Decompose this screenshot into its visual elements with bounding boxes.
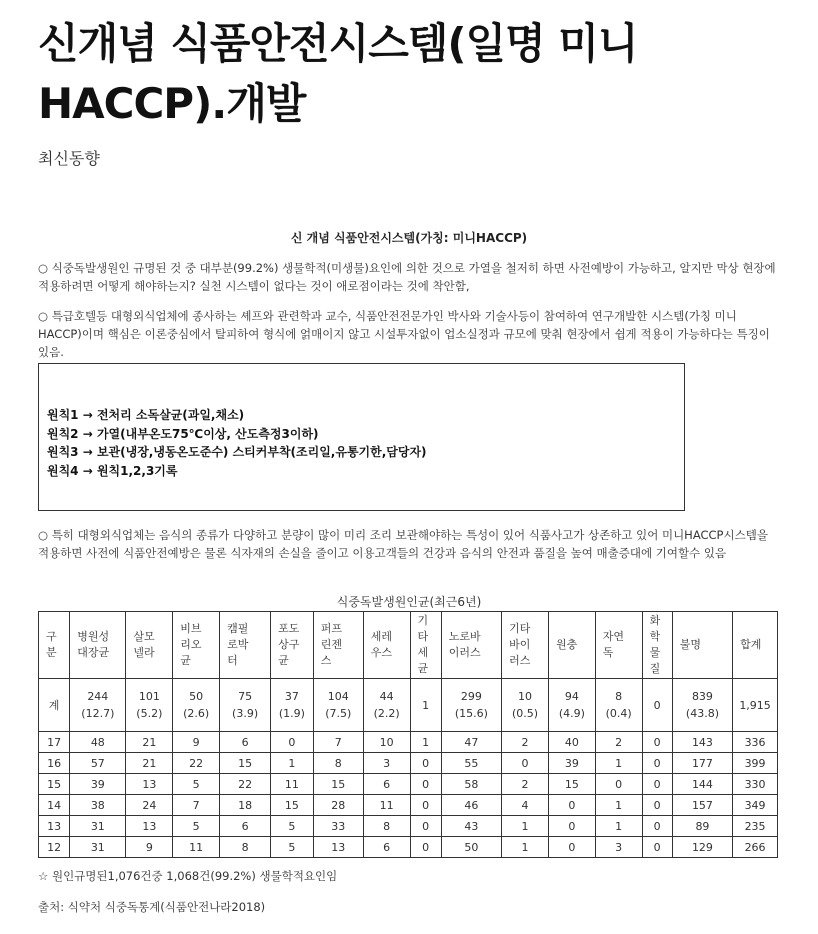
table-cell: 235 [733,816,778,837]
table-cell: 39 [548,753,595,774]
column-header: 기 타 세 균 [410,612,441,679]
column-header: 퍼프 린젠 스 [313,612,363,679]
article-paragraph: ○ 특히 대형외식업체는 음식의 종류가 다양하고 분량이 많이 미리 조리 보관해야하는 특성이 있어 식품사고가 상존하고 있어 미니HACCP시스템을 적용하면 사전에 식품안전예방은 물론 식자재의 손실을 줄이고 이용고객들의 건강과 음식의 안전과 품질을 높여 매출증대에 기여할수 있음 [38,528,768,560]
table-cell: 31 [70,837,126,858]
category-label[interactable]: 최신동향 [38,149,100,168]
column-header: 포도 상구 균 [271,612,314,679]
row-label: 계 [39,679,70,732]
table-cell: 15 [271,795,314,816]
table-header-row [39,612,778,679]
table-cell: 10 (0.5) [502,679,549,732]
table-cell: 44 (2.2) [363,679,410,732]
table-cell: 0 [410,774,441,795]
table-cell: 0 [642,732,672,753]
table-cell: 22 [220,774,271,795]
table-cell: 75 (3.9) [220,679,271,732]
table-cell: 143 [672,732,732,753]
table-cell: 21 [126,732,173,753]
table-cell: 144 [672,774,732,795]
table-cell: 129 [672,837,732,858]
column-header: 기타 바이 러스 [502,612,549,679]
table-cell: 1 [502,816,549,837]
table-row [39,753,778,774]
row-label: 15 [39,774,70,795]
table-cell: 1,915 [733,679,778,732]
table-cell: 0 [595,774,642,795]
table-cell: 48 [70,732,126,753]
table-row [39,795,778,816]
table-cell: 330 [733,774,778,795]
table-row [39,774,778,795]
table-cell: 5 [173,816,220,837]
table-cell: 0 [642,837,672,858]
table-cell: 3 [595,837,642,858]
table-cell: 8 (0.4) [595,679,642,732]
table-cell: 0 [548,837,595,858]
principle-item: 원칙4 → 원칙1,2,3기록 [47,463,178,478]
column-header: 합계 [733,612,778,679]
table-cell: 47 [441,732,501,753]
table-cell: 0 [548,816,595,837]
table-cell: 244 (12.7) [70,679,126,732]
table-cell: 299 (15.6) [441,679,501,732]
table-cell: 1 [595,753,642,774]
column-header: 캠필 로박 터 [220,612,271,679]
table-cell: 2 [502,732,549,753]
table-cell: 0 [642,816,672,837]
table-cell: 50 (2.6) [173,679,220,732]
source-credit: 출처: 식약처 식중독통계(식품안전나라2018) [38,900,266,914]
column-header: 노로바 이러스 [441,612,501,679]
table-cell: 15 [548,774,595,795]
row-label: 17 [39,732,70,753]
article-heading: 신 개념 식품안전시스템(가칭: 미니HACCP) [290,231,528,245]
table-cell: 177 [672,753,732,774]
table-cell: 33 [313,816,363,837]
table-cell: 11 [173,837,220,858]
table-cell: 58 [441,774,501,795]
table-cell: 10 [363,732,410,753]
table-row [39,837,778,858]
table-cell: 3 [363,753,410,774]
row-label: 12 [39,837,70,858]
table-cell: 0 [548,795,595,816]
row-label: 14 [39,795,70,816]
table-cell: 7 [313,732,363,753]
table-cell: 839 (43.8) [672,679,732,732]
table-cell: 55 [441,753,501,774]
table-cell: 349 [733,795,778,816]
table-cell: 57 [70,753,126,774]
table-cell: 6 [220,816,271,837]
food-poisoning-table [38,611,778,858]
table-cell: 8 [313,753,363,774]
table-caption: 식중독발생원인균(최근6년) [336,595,482,609]
table-cell: 15 [313,774,363,795]
column-header: 살모 넬라 [126,612,173,679]
table-cell: 5 [173,774,220,795]
table-cell: 13 [126,774,173,795]
table-cell: 0 [410,837,441,858]
principle-item: 원칙2 → 가열(내부온도75℃이상, 산도측정3이하) [47,426,319,441]
table-cell: 37 (1.9) [271,679,314,732]
table-row [39,816,778,837]
table-cell: 43 [441,816,501,837]
table-note: ☆ 원인규명된1,076건중 1,068건(99.2%) 생물학적요인임 [38,869,338,883]
column-header: 화 학 물 질 [642,612,672,679]
table-cell: 2 [595,732,642,753]
table-cell: 4 [502,795,549,816]
principles-box [38,363,685,511]
table-cell: 8 [220,837,271,858]
table-cell: 0 [410,753,441,774]
table-cell: 0 [410,795,441,816]
table-cell: 5 [271,816,314,837]
table-cell: 11 [271,774,314,795]
table-cell: 104 (7.5) [313,679,363,732]
table-cell: 6 [220,732,271,753]
table-cell: 0 [410,816,441,837]
column-header: 병원성 대장균 [70,612,126,679]
table-cell: 18 [220,795,271,816]
table-cell: 11 [363,795,410,816]
table-cell: 0 [271,732,314,753]
page-title: 신개념 식품안전시스템(일명 미니HACCP).개발 [38,19,638,128]
table-cell: 7 [173,795,220,816]
table-cell: 157 [672,795,732,816]
table-cell: 1 [271,753,314,774]
table-cell: 0 [642,753,672,774]
table-cell: 31 [70,816,126,837]
table-cell: 5 [271,837,314,858]
column-header: 비브 리오 균 [173,612,220,679]
table-cell: 0 [642,679,672,732]
table-cell: 6 [363,837,410,858]
table-cell: 24 [126,795,173,816]
table-cell: 89 [672,816,732,837]
table-total-row [39,679,778,732]
table-cell: 1 [502,837,549,858]
table-cell: 46 [441,795,501,816]
table-cell: 266 [733,837,778,858]
article-paragraph: ○ 식중독발생원인 규명된 것 중 대부분(99.2%) 생물학적(미생물)요인에 의한 것으로 가열을 철저히 하면 사전예방이 가능하고, 알지만 막상 현장에 적용하려면 어떻게 해야하는지? 실천 시스템이 없다는 것이 애로점이라는 것에 착안함, [38,261,776,293]
column-header: 불명 [672,612,732,679]
row-label: 13 [39,816,70,837]
table-cell: 101 (5.2) [126,679,173,732]
table-cell: 9 [173,732,220,753]
table-cell: 39 [70,774,126,795]
column-header: 세레 우스 [363,612,410,679]
table-cell: 21 [126,753,173,774]
table-cell: 38 [70,795,126,816]
table-cell: 9 [126,837,173,858]
column-header: 자연 독 [595,612,642,679]
table-cell: 15 [220,753,271,774]
table-cell: 1 [410,732,441,753]
table-cell: 40 [548,732,595,753]
column-header: 원충 [548,612,595,679]
row-label: 16 [39,753,70,774]
table-cell: 1 [595,816,642,837]
article-paragraph: ○ 특급호텔등 대형외식업체에 종사하는 셰프와 관련학과 교수, 식품안전전문가인 박사와 기술사등이 참여하여 연구개발한 시스템(가칭 미니HACCP)이며 핵심은 이론중심에서 탈피하여 형식에 얽매이지 않고 시설투자없이 업소실정과 규모에 맞춰 현장에서 쉽게 적용이 가능하다는 특징이 있음. [38,309,770,359]
table-cell: 2 [502,774,549,795]
column-header: 구 분 [39,612,70,679]
table-cell: 0 [642,795,672,816]
table-cell: 13 [126,816,173,837]
table-cell: 50 [441,837,501,858]
table-cell: 94 (4.9) [548,679,595,732]
table-cell: 6 [363,774,410,795]
table-cell: 0 [502,753,549,774]
table-cell: 28 [313,795,363,816]
table-cell: 1 [410,679,441,732]
principle-item: 원칙1 → 전처리 소독살균(과일,채소) [47,408,245,422]
table-cell: 13 [313,837,363,858]
table-cell: 8 [363,816,410,837]
table-cell: 22 [173,753,220,774]
table-cell: 0 [642,774,672,795]
table-cell: 399 [733,753,778,774]
table-cell: 1 [595,795,642,816]
principles-list [47,406,427,480]
table-cell: 336 [733,732,778,753]
principle-item: 원칙3 → 보관(냉장,냉동온도준수) 스티커부착(조리일,유통기한,담당자) [47,445,427,459]
table-row [39,732,778,753]
